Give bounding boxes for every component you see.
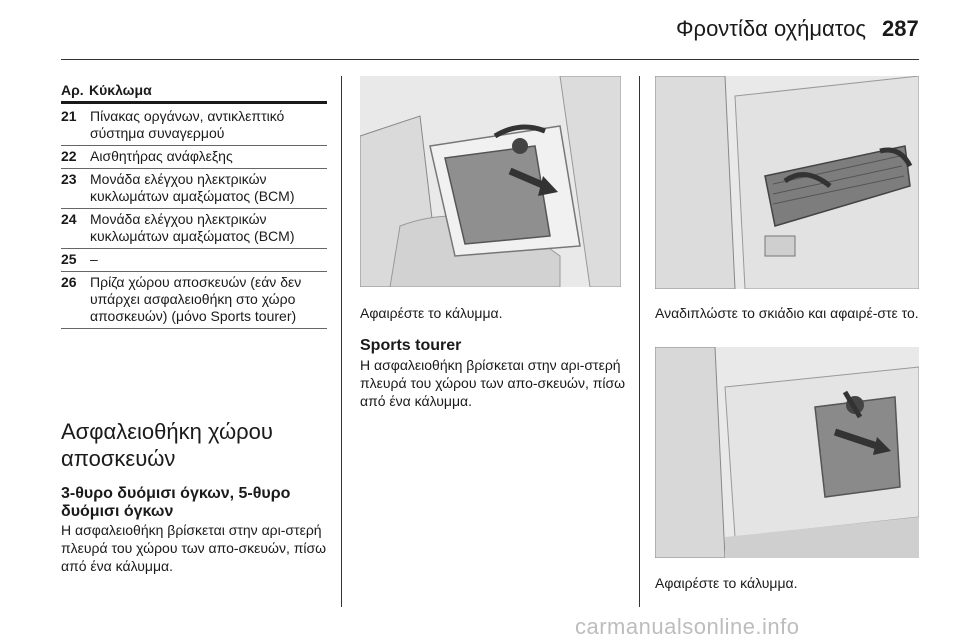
circuit-text: Πίνακας οργάνων, αντικλεπτικό σύστημα συναγερμού bbox=[90, 108, 285, 141]
fuse-cover-removal-illustration bbox=[655, 347, 919, 558]
body-paragraph: Η ασφαλειοθήκη βρίσκεται στην αρι-στερή πλευρά του χώρου των απο-σκευών, πίσω από ένα κάλυμμα. bbox=[61, 522, 327, 574]
subsection-title: 3-θυρο δυόμισι όγκων, 5-θυρο δυόμισι όγκων bbox=[61, 485, 291, 520]
fuse-number: 23 bbox=[61, 171, 77, 187]
subsection-title: Sports tourer bbox=[360, 337, 462, 354]
fuse-table bbox=[61, 106, 327, 329]
table-row bbox=[61, 106, 327, 146]
fuse-cover-illustration bbox=[360, 76, 621, 287]
fuse-number: 26 bbox=[61, 274, 77, 290]
luggage-cover-illustration bbox=[655, 76, 919, 289]
figure-caption: Αναδιπλώστε το σκιάδιο και αφαιρέ-στε το. bbox=[655, 305, 919, 321]
page-number: 287 bbox=[882, 16, 919, 41]
column-divider bbox=[639, 76, 640, 607]
figure-caption: Αφαιρέστε το κάλυμμα. bbox=[360, 305, 503, 321]
page-header-title: Φροντίδα οχήματος bbox=[676, 16, 866, 41]
column-divider bbox=[341, 76, 342, 607]
fuse-table-header bbox=[61, 82, 327, 98]
table-row bbox=[61, 146, 327, 169]
watermark: carmanualsonline.info bbox=[575, 614, 800, 639]
body-paragraph: Η ασφαλειοθήκη βρίσκεται στην αρι-στερή πλευρά του χώρου των απο-σκευών, πίσω από ένα κάλυμμα. bbox=[360, 357, 626, 409]
table-header-rule bbox=[61, 101, 327, 104]
figure-caption: Αφαιρέστε το κάλυμμα. bbox=[655, 575, 798, 591]
circuit-text: Μονάδα ελέγχου ηλεκτρικών κυκλωμάτων αμαξώματος (BCM) bbox=[90, 211, 295, 244]
fuse-number-heading: Αρ. bbox=[61, 82, 84, 98]
fuse-number: 24 bbox=[61, 211, 77, 227]
section-title: Ασφαλειοθήκη χώρου αποσκευών bbox=[61, 419, 273, 471]
table-row bbox=[61, 272, 327, 329]
fuse-number: 22 bbox=[61, 148, 77, 164]
circuit-text: Πρίζα χώρου αποσκευών (εάν δεν υπάρχει ασφαλειοθήκη στο χώρο αποσκευών) (μόνο Sports tourer) bbox=[90, 274, 302, 324]
circuit-text: Αισθητήρας ανάφλεξης bbox=[90, 148, 233, 164]
circuit-text: Μονάδα ελέγχου ηλεκτρικών κυκλωμάτων αμαξώματος (BCM) bbox=[90, 171, 295, 204]
table-row bbox=[61, 209, 327, 249]
table-row bbox=[61, 169, 327, 209]
table-row bbox=[61, 249, 327, 272]
header-rule bbox=[61, 59, 919, 60]
fuse-number: 25 bbox=[61, 251, 77, 267]
circuit-heading: Κύκλωμα bbox=[89, 82, 152, 98]
circuit-text: – bbox=[90, 251, 98, 267]
fuse-number: 21 bbox=[61, 108, 77, 124]
